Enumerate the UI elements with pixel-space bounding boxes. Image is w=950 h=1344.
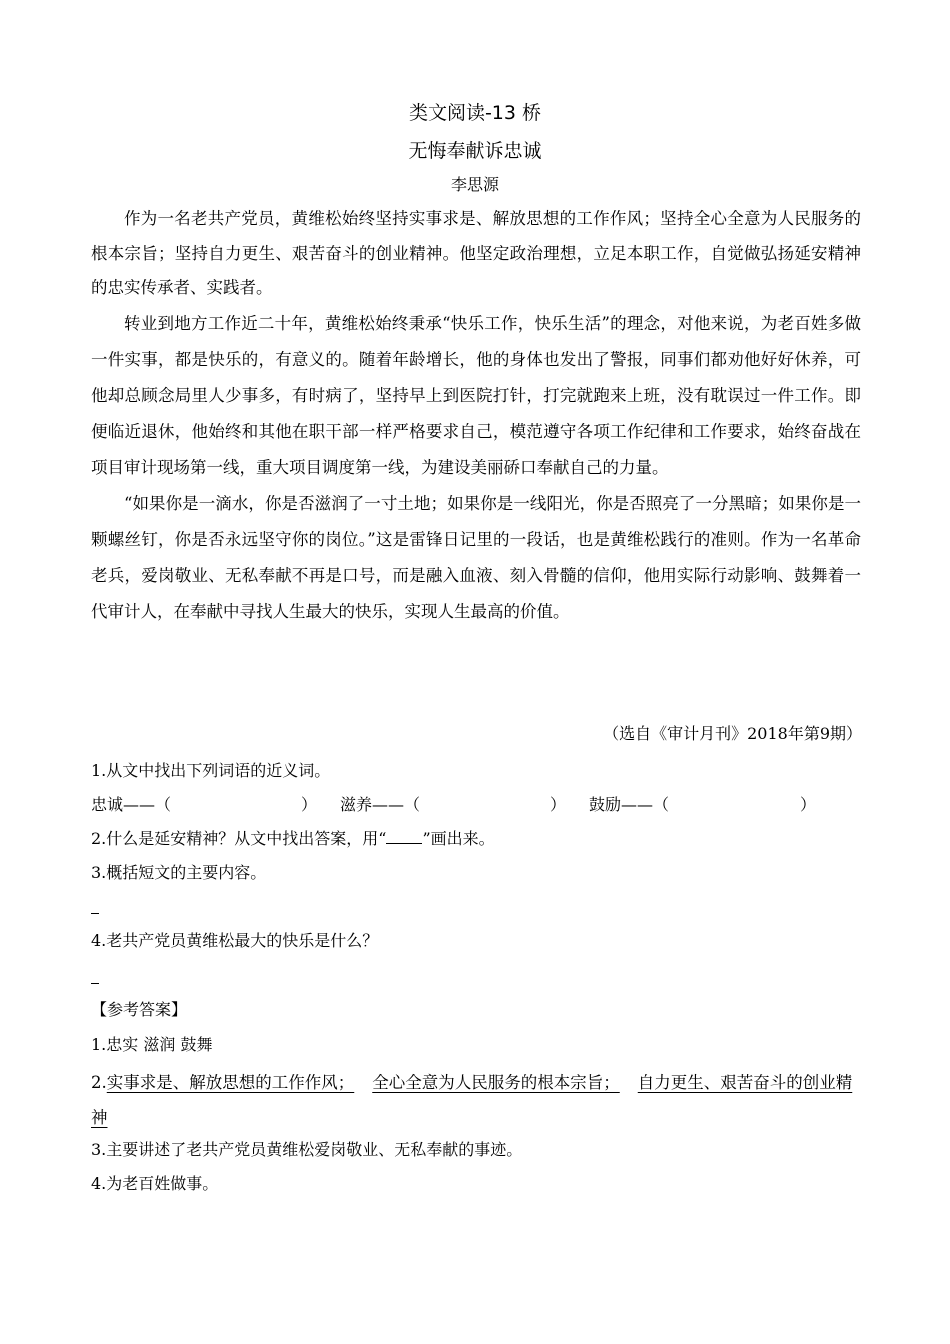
question-3: 3.概括短文的主要内容。 [91, 863, 267, 882]
synonym-1-label: 忠诚——（ [91, 795, 172, 814]
question-2-text-after: ”画出来。 [422, 829, 495, 848]
article-body [91, 202, 861, 630]
answer-2-number: 2. [91, 1073, 107, 1092]
underline-mark [386, 829, 422, 844]
article-paragraph-2: 转业到地方工作近二十年，黄维松始终秉承“快乐工作，快乐生活”的理念，对他来说，为老百姓多做一件实事，都是快乐的，有意义的。随着年龄增长，他的身体也发出了警报，同事们都劝他好好休养，可他却总顾念局里人少事多，有时病了，坚持早上到医院打针，打完就跑来上班，没有耽误过一件工作。即便临近退休，他始终和其他在职干部一样严格要求自己，模范遵守各项工作纪律和工作要求，始终奋战在项目审计现场第一线，重大项目调度第一线，为建设美丽硚口奉献自己的力量。 [91, 313, 861, 477]
synonym-2-close: ） [550, 795, 567, 814]
question-2 [91, 827, 495, 851]
article-paragraph-3: “如果你是一滴水，你是否滋润了一寸土地；如果你是一线阳光，你是否照亮了一分黑暗；如果你是一颗螺丝钉，你是否永远坚守你的岗位。”这是雷锋日记里的一段话，也是黄维松践行的准则。作为一名革命老兵，爱岗敬业、无私奉献不再是口号，而是融入血液、刻入骨髓的信仰，他用实际行动影响、鼓舞着一代审计人，在奉献中寻找人生最大的快乐，实现人生最高的价值。 [91, 493, 861, 621]
answer-2-part-1: 实事求是、解放思想的工作作风； [106, 1073, 355, 1092]
article-paragraph-1: 作为一名老共产党员，黄维松始终坚持实事求是、解放思想的工作作风；坚持全心全意为人民服务的根本宗旨；坚持自力更生、艰苦奋斗的创业精神。他坚定政治理想，立足本职工作，自觉做弘扬延安精神的忠实传承者、实践者。 [91, 209, 861, 297]
answer-line-3 [91, 913, 99, 914]
article-author: 李思源 [450, 175, 499, 194]
question-1: 1.从文中找出下列词语的近义词。 [91, 761, 331, 780]
synonym-3-label: 鼓励——（ [589, 795, 670, 814]
answer-2 [91, 1065, 863, 1135]
question-4: 4.老共产党员黄维松最大的快乐是什么？ [91, 931, 379, 950]
synonym-3-close: ） [800, 795, 817, 814]
page-title: 类文阅读-13 桥 [408, 102, 542, 124]
answer-3: 3.主要讲述了老共产党员黄维松爱岗敬业、无私奉献的事迹。 [91, 1140, 523, 1159]
question-2-text-before: 2.什么是延安精神？从文中找出答案，用“ [91, 829, 387, 848]
synonym-1-close: ） [301, 795, 318, 814]
article-source: （选自《审计月刊》2018年第9期） [603, 724, 862, 743]
answer-line-4 [91, 983, 99, 984]
article-title: 无悔奉献诉忠诚 [408, 140, 542, 162]
answers-heading: 【参考答案】 [91, 1000, 188, 1019]
answer-2-part-3: 自力更生、艰苦奋斗的创业精神 [91, 1073, 853, 1127]
answer-4: 4.为老百姓做事。 [91, 1174, 219, 1193]
synonym-2-label: 滋养——（ [340, 795, 421, 814]
answer-1: 1.忠实 滋润 鼓舞 [91, 1035, 213, 1054]
answer-2-part-2: 全心全意为人民服务的根本宗旨； [372, 1073, 620, 1092]
